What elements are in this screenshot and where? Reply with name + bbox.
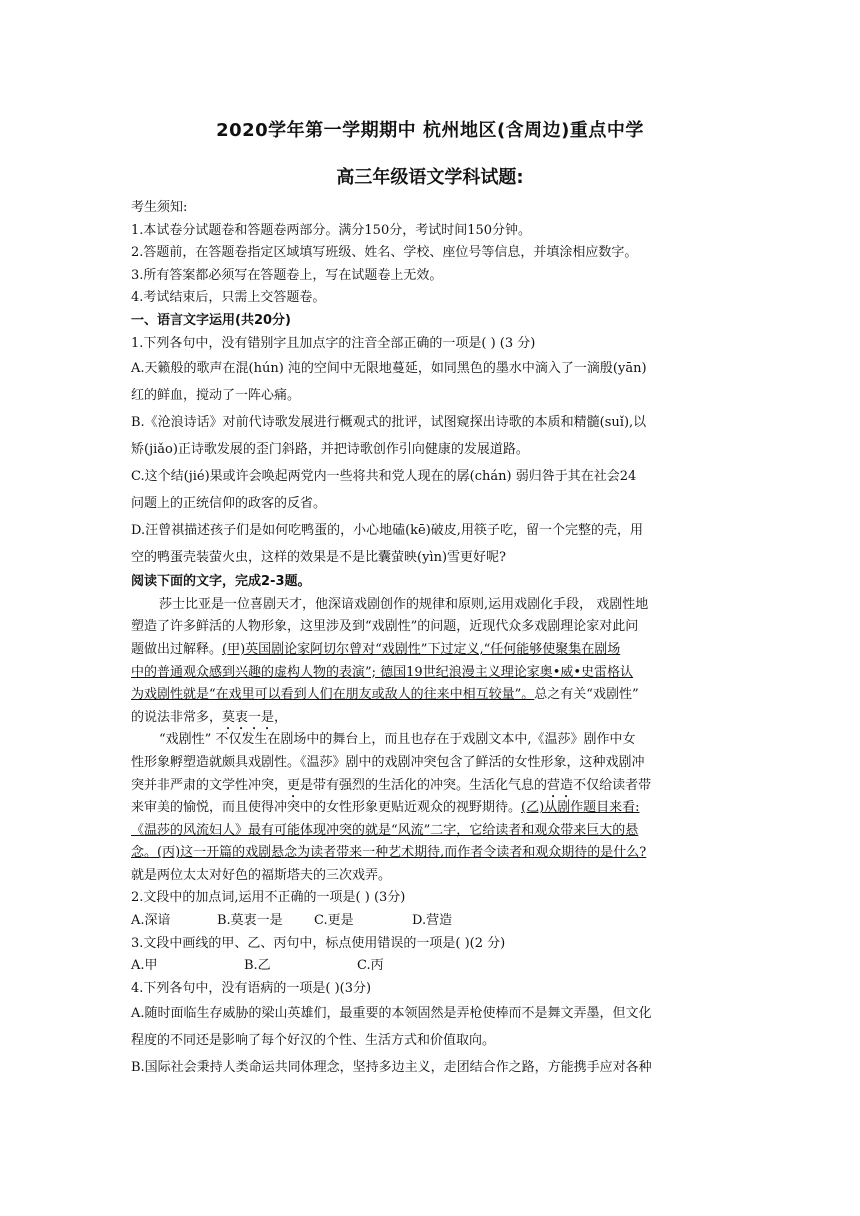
q2-option-c: C.更是 — [314, 913, 354, 929]
exam-content — [131, 197, 743, 1081]
passage-text: 的说法非常多， — [131, 709, 223, 725]
exam-subtitle: 高三年级语文学科试题: — [336, 167, 524, 188]
notice-item: 3.所有答案都必须写在答题卷上，写在试题卷上无效。 — [131, 267, 443, 283]
passage-line: “戏剧性” 不仅发生在剧场中的舞台上，而且也存在于戏剧文本中,《温莎》剧作中女 — [159, 732, 636, 748]
passage-line — [131, 639, 743, 662]
q1-option-c-line2: 问题上的正统信仰的政客的反省。 — [131, 496, 327, 512]
underlined-sentence-jia-cont: 中的普通观众感到兴趣的虚构人物的表演”; 德国19世纪浪漫主义理论家奥•威•史雷格认 — [131, 664, 634, 680]
q2-options — [131, 910, 743, 933]
section-heading: 一、语言文字运用(共20分) — [131, 312, 291, 328]
question-3-stem: 3.文段中画线的甲、乙、丙句中，标点使用错误的一项是( )(2 分) — [131, 935, 506, 951]
notice-item: 4.考试结束后，只需上交答题卷。 — [131, 290, 326, 306]
passage-text: 题做出过解释。 — [131, 641, 223, 657]
dotted-word-yingzao: 营造 — [547, 777, 574, 793]
q2-option-d: D.营造 — [412, 913, 453, 929]
q3-options — [131, 955, 743, 978]
passage-line — [131, 797, 743, 820]
q3-option-b: B.乙 — [244, 958, 271, 974]
question-1-stem: 1.下列各句中，没有错别字且加点字的注音全部正确的一项是( ) (3 分) — [131, 335, 536, 351]
passage-line: 莎士比亚是一位喜剧天才，他深谙戏剧创作的规律和原则,运用戏剧化手段， 戏剧性地 — [159, 596, 649, 612]
passage-line: 塑造了许多鲜活的人物形象，这里涉及到“戏剧性”的问题，近现代众多戏剧理论家对此问 — [131, 619, 639, 635]
passage-line: 性形象孵塑造就颇具戏剧性。《温莎》剧中的戏剧冲突包含了鲜活的女性形象，这种戏剧冲 — [131, 754, 645, 770]
notice-item: 1.本试卷分试题卷和答题卷两部分。满分150分，考试时间150分钟。 — [131, 222, 532, 238]
underlined-sentence-bing: 念。(丙)这一开篇的戏剧悬念为读者带来一种艺术期待,而作者令读者和观众期待的是什么? — [131, 845, 647, 861]
question-4-stem: 4.下列各句中，没有语病的一项是( )(3分) — [131, 980, 372, 996]
q1-option-d-line2: 空的鸭蛋壳装萤火虫，这样的效果是不是比囊萤映(yìn)雪更好呢? — [131, 550, 506, 566]
q1-option-b-line1: B.《沧浪诗话》对前代诗歌发展进行概观式的批评，试图窥探出诗歌的本质和精髓(suǐ),以 — [131, 415, 647, 431]
dotted-word-geng: 更 — [287, 777, 301, 793]
exam-title: 2020学年第一学期期中 杭州地区(含周边)重点中学 — [216, 120, 644, 141]
passage-line — [131, 707, 743, 730]
passage-text: ， — [274, 709, 288, 725]
notice-item: 2.答题前，在答题卷指定区域填写班级、姓名、学校、座位号等信息，并填涂相应数字。 — [131, 245, 638, 261]
notice-heading: 考生须知: — [131, 200, 188, 215]
question-2-stem: 2.文段中的加点词,运用不正确的一项是( ) (3分) — [131, 890, 406, 906]
passage-text: 总之有关“戏剧性” — [534, 687, 639, 703]
underlined-sentence-jia-end: 为戏剧性就是“在戏里可以看到人们在朋友或敌人的往来中相互较量”。 — [131, 687, 535, 703]
q1-option-a-line1: A.天籁般的歌声在混(hún) 沌的空间中无限地蔓延，如同黑色的墨水中滴入了一滴殷(yān) — [131, 361, 647, 377]
dotted-word-moshuyishi: 莫衷一是 — [222, 709, 275, 725]
q1-option-b-line2: 矫(jiǎo)正诗歌发展的歪门斜路，并把诗歌创作引向健康的发展道路。 — [131, 442, 529, 458]
q4-option-b-line1: B.国际社会秉持人类命运共同体理念，坚持多边主义，走团结合作之路，方能携手应对各种 — [131, 1060, 652, 1076]
q3-option-c: C.丙 — [357, 958, 384, 974]
q4-option-a-line2: 程度的不同还是影响了每个好汉的个性、生活方式和价值取向。 — [131, 1033, 496, 1049]
q3-option-a: A.甲 — [131, 958, 158, 974]
q4-option-a-line1: A.随时面临生存威胁的梁山英雄们，最重要的本领固然是弄枪使棒而不是舞文弄墨，但文化 — [131, 1006, 652, 1022]
q1-option-d-line1: D.汪曾祺描述孩子们是如何吃鸭蛋的，小心地磕(kē)破皮,用筷子吃，留一个完整的壳，用 — [131, 523, 643, 539]
passage-line: 就是两位太太对好色的福斯塔夫的三次戏弄。 — [131, 867, 392, 883]
underlined-sentence-yi: (乙)从剧作题目来看: — [521, 800, 640, 816]
q1-option-c-line1: C.这个结(jié)果或许会唤起两党内一些将共和党人现在的孱(chán) 弱归咎于其在社会24 — [131, 469, 637, 485]
passage-text: 是带有强烈的生活化的冲突。生活化气息的 — [300, 777, 548, 793]
q2-option-a: A.深谙 — [131, 913, 171, 929]
underlined-sentence-jia: (甲)英国剧论家阿切尔曾对“戏剧性”下过定义,“任何能够使聚集在剧场 — [222, 641, 621, 657]
q2-option-b: B.莫衷一是 — [217, 913, 283, 929]
passage-line — [131, 775, 743, 798]
reading-heading: 阅读下面的文字，完成2-3题。 — [131, 574, 311, 590]
passage-line — [131, 684, 743, 707]
underlined-sentence-yi-cont: 《温莎的风流妇人》最有可能体现冲突的就是“风流”二字，它给读者和观众带来巨大的悬 — [131, 822, 639, 838]
passage-text: 来审美的愉悦，而且使得冲突中的女性形象更贴近观众的视野期待。 — [131, 800, 522, 816]
passage-text: 突并非严肃的文学性冲突， — [131, 777, 288, 793]
passage-text: 不仅给读者带 — [573, 777, 652, 793]
q1-option-a-line2: 红的鲜血，搅动了一阵心痛。 — [131, 388, 301, 404]
